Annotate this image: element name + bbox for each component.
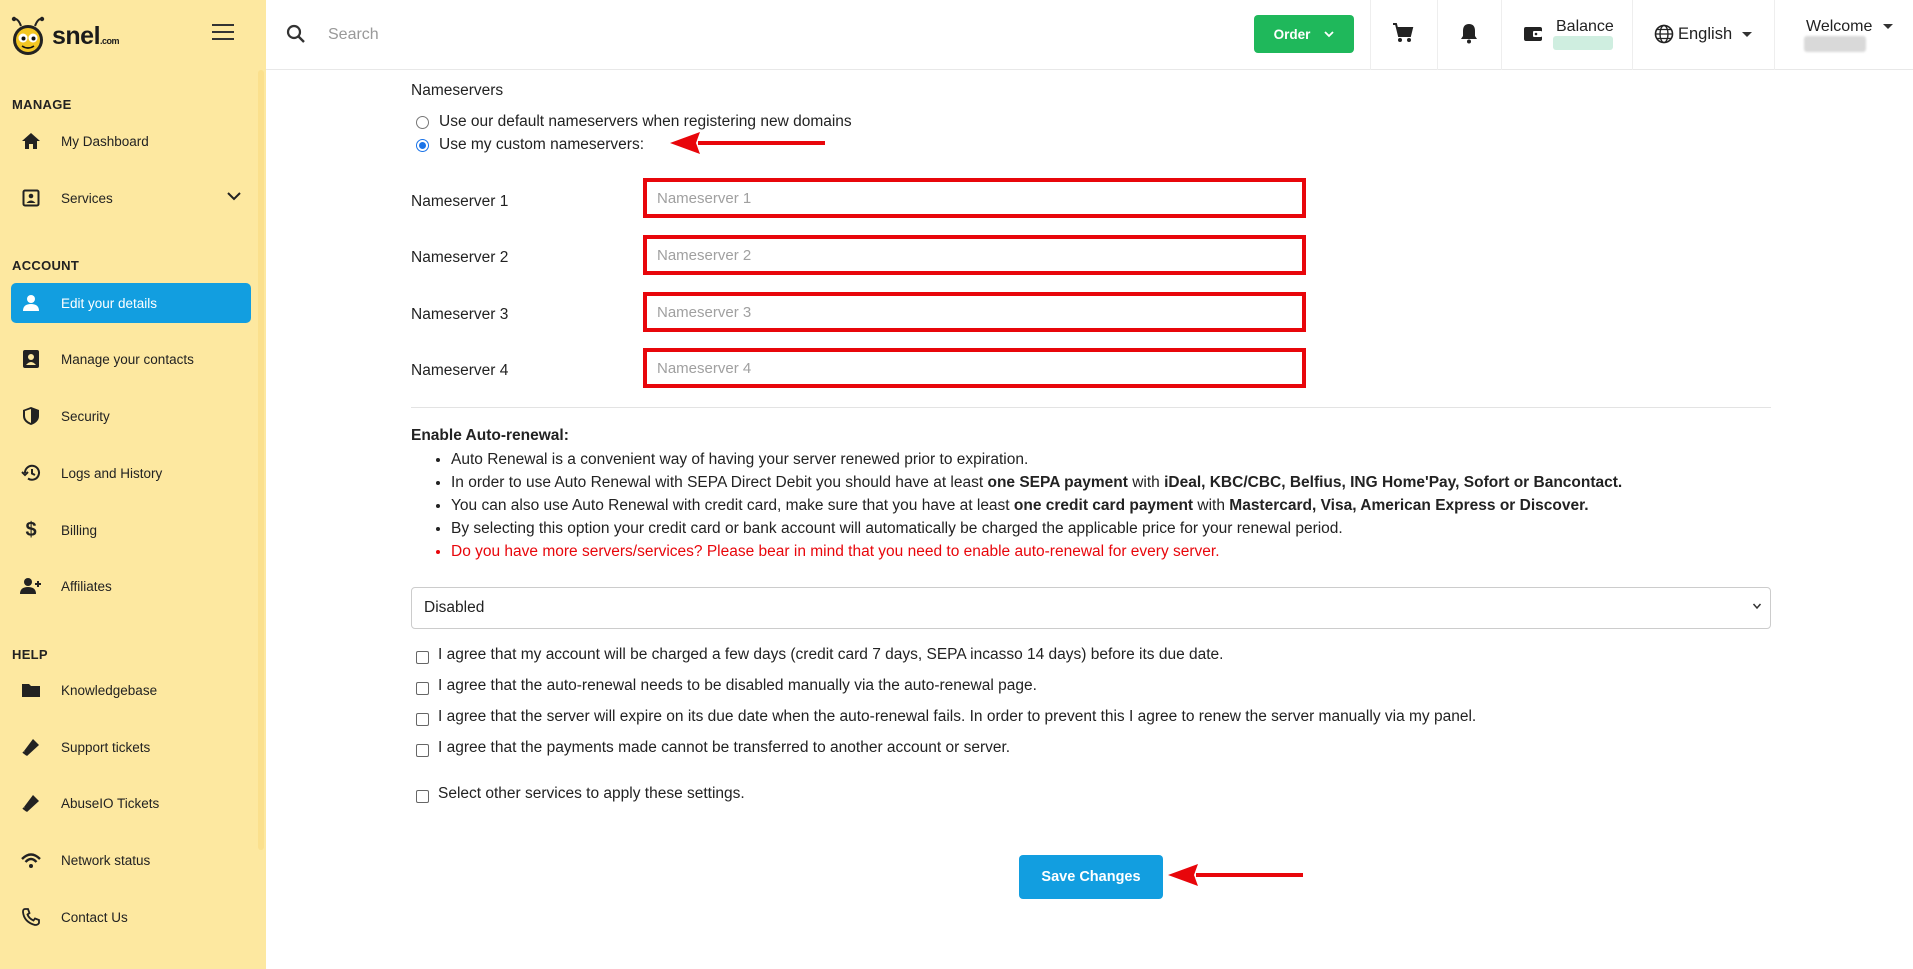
list-item: • By selecting this option your credit card or bank account will automatically be charged the applicable price for your renewal period. [451, 517, 1811, 540]
checkbox-label: I agree that the payments made cannot be transferred to another account or server. [438, 739, 1011, 756]
history-icon [11, 453, 51, 493]
radio-button[interactable] [416, 116, 429, 129]
sidebar-item-label: Security [61, 408, 110, 424]
sidebar-item-label: Services [61, 190, 113, 206]
wifi-icon [11, 840, 51, 880]
sidebar [0, 0, 266, 969]
radio-label: Use our default nameservers when registering new domains [439, 113, 852, 130]
services-icon [11, 178, 51, 218]
sidebar-item-label: Contact Us [61, 909, 128, 925]
list-item: • In order to use Auto Renewal with SEPA Direct Debit you should have at least one SEPA payment with iDeal, KBC/CBC, Belfius, ING Home'Pay, Sofort or Bancontact. [451, 471, 1811, 494]
header-divider [1501, 0, 1502, 70]
balance-label[interactable]: Balance [1556, 18, 1614, 35]
caret-down-icon [1883, 24, 1893, 29]
chevron-down-icon[interactable] [227, 191, 241, 201]
section-account: ACCOUNT [12, 258, 80, 273]
nameserver-4-label: Nameserver 4 [411, 362, 509, 379]
checkbox[interactable] [416, 713, 429, 726]
agree-no-transfer-checkbox-row[interactable] [416, 739, 1010, 757]
order-button[interactable] [1254, 15, 1354, 53]
logo-text: snel.com [52, 21, 120, 50]
balance-value-redacted [1553, 36, 1613, 50]
sidebar-item-label: Network status [61, 852, 151, 868]
globe-icon [1654, 24, 1674, 44]
username-redacted [1804, 36, 1866, 52]
user-menu[interactable] [1806, 18, 1893, 36]
nameserver-2-input[interactable] [643, 235, 1306, 275]
sidebar-item-contacts[interactable] [11, 339, 251, 379]
sidebar-item-knowledgebase[interactable] [11, 670, 251, 710]
sidebar-item-affiliates[interactable] [11, 566, 251, 606]
sidebar-item-security[interactable] [11, 396, 251, 436]
list-item: • You can also use Auto Renewal with credit card, make sure that you have at least one credit card payment with Mastercard, Visa, American Express or Discover. [451, 494, 1811, 517]
main-content [266, 70, 1913, 969]
autorenew-select[interactable] [411, 587, 1771, 629]
order-button-label: Order [1273, 26, 1311, 42]
agree-expire-checkbox-row[interactable] [416, 708, 1476, 726]
checkbox-label: I agree that the server will expire on its due date when the auto-renewal fails. In order to prevent this I agree to renew the server manually via my panel. [438, 708, 1477, 725]
sidebar-item-label: Edit your details [61, 295, 158, 311]
phone-icon [11, 897, 51, 937]
radio-default-nameservers[interactable] [416, 113, 852, 131]
autorenew-info-list [451, 448, 1811, 563]
sidebar-item-label: Affiliates [61, 578, 112, 594]
sidebar-item-label: Support tickets [61, 739, 151, 755]
sidebar-item-label: AbuseIO Tickets [61, 795, 160, 811]
sidebar-item-label: Manage your contacts [61, 351, 194, 367]
search-icon [286, 24, 306, 44]
sidebar-item-label: Billing [61, 522, 98, 538]
menu-toggle-icon[interactable] [212, 24, 234, 42]
checkbox[interactable] [416, 744, 429, 757]
autorenew-select-value: Disabled [424, 599, 485, 616]
checkbox-label: Select other services to apply these settings. [438, 785, 745, 802]
annotation-arrow-icon [668, 130, 828, 156]
other-services-checkbox-row[interactable] [416, 785, 745, 803]
sidebar-item-network-status[interactable] [11, 840, 251, 880]
checkbox[interactable] [416, 682, 429, 695]
section-divider [411, 407, 1771, 408]
checkbox-label: I agree that my account will be charged a few days (credit card 7 days, SEPA incasso 14 days) before its due date. [438, 646, 1224, 663]
sidebar-item-label: My Dashboard [61, 133, 149, 149]
sidebar-item-services[interactable] [11, 178, 251, 218]
wallet-icon[interactable] [1523, 25, 1543, 43]
add-user-icon [11, 566, 51, 606]
nameserver-1-label: Nameserver 1 [411, 193, 509, 210]
sidebar-item-label: Knowledgebase [61, 682, 158, 698]
ticket-icon [11, 783, 51, 823]
header-divider [1632, 0, 1633, 70]
section-manage: MANAGE [12, 97, 72, 112]
nameserver-2-label: Nameserver 2 [411, 249, 509, 266]
annotation-arrow-icon [1166, 862, 1306, 888]
welcome-label: Welcome [1806, 18, 1873, 35]
agree-charge-checkbox-row[interactable] [416, 646, 1223, 664]
save-changes-button[interactable]: Save Changes [1019, 855, 1163, 899]
nameserver-1-input[interactable] [643, 178, 1306, 218]
warning-list-item: • Do you have more servers/services? Please bear in mind that you need to enable auto-renewal for every server. [451, 540, 1811, 563]
header-divider [1774, 0, 1775, 70]
nameserver-4-input[interactable] [643, 348, 1306, 388]
shield-icon [11, 396, 51, 436]
sidebar-item-billing[interactable] [11, 510, 251, 550]
sidebar-item-dashboard[interactable] [11, 121, 251, 161]
nameserver-3-input[interactable] [643, 292, 1306, 332]
list-item: • Auto Renewal is a convenient way of having your server renewed prior to expiration. [451, 448, 1811, 471]
caret-down-icon [1742, 32, 1752, 37]
sidebar-item-abuseio-tickets[interactable] [11, 783, 251, 823]
chevron-down-icon [1324, 31, 1334, 38]
section-help: HELP [12, 647, 48, 662]
radio-custom-nameservers[interactable] [416, 136, 644, 154]
radio-button[interactable] [416, 139, 429, 152]
header-divider [1437, 0, 1438, 70]
sidebar-scrollbar[interactable] [258, 70, 264, 850]
dollar-icon: $ [25, 518, 37, 541]
checkbox-label: I agree that the auto-renewal needs to be disabled manually via the auto-renewal page. [438, 677, 1037, 694]
nameserver-3-label: Nameserver 3 [411, 306, 509, 323]
contacts-icon [11, 339, 51, 379]
cart-icon[interactable] [1392, 22, 1414, 44]
top-header [266, 0, 1913, 70]
sidebar-item-label: Logs and History [61, 465, 163, 481]
bell-icon[interactable] [1459, 22, 1479, 44]
language-selector[interactable] [1654, 24, 1752, 44]
snel-logo[interactable] [8, 12, 119, 60]
radio-label: Use my custom nameservers: [439, 136, 644, 153]
sidebar-item-edit-details[interactable] [11, 283, 251, 323]
search-input[interactable] [328, 18, 928, 52]
sidebar-item-support-tickets[interactable] [11, 727, 251, 767]
language-label: English [1678, 24, 1733, 43]
checkbox[interactable] [416, 790, 429, 803]
header-divider [1370, 0, 1371, 70]
chevron-down-icon [1752, 602, 1762, 610]
sidebar-item-logs[interactable] [11, 453, 251, 493]
ticket-icon [11, 727, 51, 767]
agree-disable-manually-checkbox-row[interactable] [416, 677, 1037, 695]
sidebar-item-contact-us[interactable] [11, 897, 251, 937]
home-icon [11, 121, 51, 161]
autorenew-title: Enable Auto-renewal: [411, 427, 569, 444]
nameservers-title: Nameservers [411, 82, 504, 99]
folder-icon [11, 670, 51, 710]
checkbox[interactable] [416, 651, 429, 664]
bee-logo-icon [8, 14, 48, 58]
user-icon [11, 283, 51, 323]
